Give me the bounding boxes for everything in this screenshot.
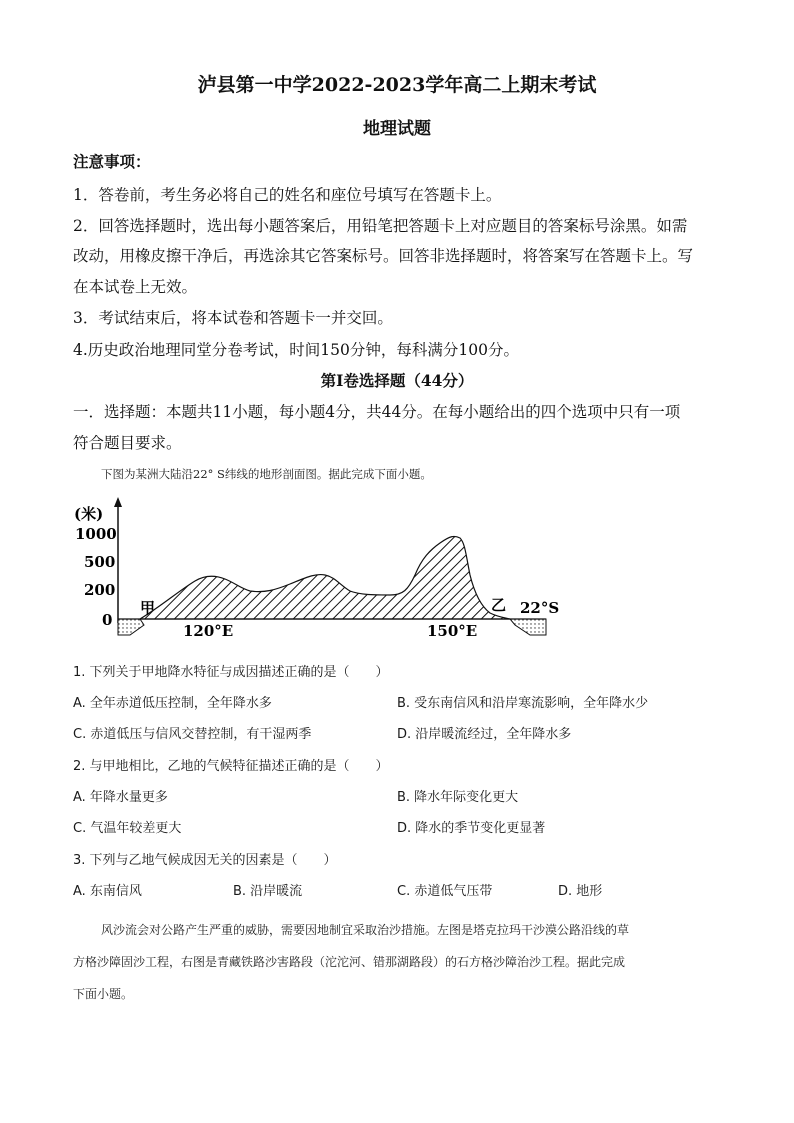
- y-tick-200: 200: [84, 581, 116, 599]
- question-3-option-d: D. 地形: [558, 884, 603, 899]
- question-1-option-b: B. 受东南信风和沿岸寒流影响，全年降水少: [397, 696, 649, 711]
- label-yi: 乙: [491, 596, 507, 614]
- question-2-option-a: A. 年降水量更多: [73, 790, 168, 805]
- question-3-stem: 3. 下列与乙地气候成因无关的因素是（ ）: [73, 853, 337, 868]
- question-2-option-b: B. 降水年际变化更大: [397, 790, 519, 805]
- west-sea: [118, 619, 144, 635]
- question-1-stem: 1. 下列关于甲地降水特征与成因描述正确的是（ ）: [73, 665, 389, 680]
- y-tick-1000: 1000: [75, 525, 117, 543]
- question-3-option-c: C. 赤道低气压带: [397, 884, 493, 899]
- notes-heading: 注意事项：: [73, 152, 151, 171]
- note-line-6: 4.历史政治地理同堂分卷考试，时间150分钟，每科满分100分。: [73, 341, 519, 359]
- figure-intro: 下图为某洲大陆沿22° S纬线的地形剖面图。据此完成下面小题。: [101, 467, 432, 481]
- note-line-5: 3．考试结束后，将本试卷和答题卡一并交回。: [73, 309, 393, 327]
- question-3-option-b: B. 沿岸暖流: [233, 884, 303, 899]
- question-1-option-a: A. 全年赤道低压控制，全年降水多: [73, 696, 272, 711]
- question-2-option-c: C. 气温年较差更大: [73, 821, 182, 836]
- note-line-1: 1．答卷前，考生务必将自己的姓名和座位号填写在答题卡上。: [73, 186, 502, 204]
- section-title: 第I卷选择题（44分）: [320, 371, 474, 390]
- passage-line-3: 下面小题。: [73, 987, 134, 1001]
- label-jia: 甲: [140, 599, 156, 617]
- note-line-3: 改动，用橡皮擦干净后，再选涂其它答案标号。回答非选择题时，将答案写在答题卡上。写: [73, 247, 694, 265]
- note-line-4: 在本试卷上无效。: [73, 278, 198, 296]
- passage-line-2: 方格沙障固沙工程，右图是青藏铁路沙害路段（沱沱河、错那湖路段）的石方格沙障治沙工程。据此完成: [73, 955, 626, 969]
- y-axis-arrow: [114, 497, 122, 507]
- passage-line-1: 风沙流会对公路产生严重的威胁，需要因地制宜采取治沙措施。左图是塔克拉玛干沙漠公路沿线的草: [101, 923, 630, 937]
- east-sea: [510, 619, 546, 635]
- x-tick-120e: 120°E: [183, 622, 234, 640]
- x-tick-150e: 150°E: [427, 622, 478, 640]
- question-2-option-d: D. 降水的季节变化更显著: [397, 821, 546, 836]
- question-2-stem: 2. 与甲地相比，乙地的气候特征描述正确的是（ ）: [73, 759, 389, 774]
- question-1-option-c: C. 赤道低压与信风交替控制，有干湿两季: [73, 727, 312, 742]
- terrain-profile: [140, 536, 510, 619]
- label-22s: 22°S: [520, 599, 560, 617]
- terrain-profile-figure: [70, 495, 560, 650]
- unit-label: (米): [74, 505, 104, 523]
- y-tick-0: 0: [102, 611, 113, 629]
- question-3-option-a: A. 东南信风: [73, 884, 142, 899]
- section-instruction-2: 符合题目要求。: [73, 434, 182, 452]
- note-line-2: 2．回答选择题时，选出每小题答案后，用铅笔把答题卡上对应题目的答案标号涂黑。如需: [73, 217, 688, 235]
- subject-title: 地理试题: [363, 119, 431, 139]
- section-instruction-1: 一．选择题：本题共11小题，每小题4分，共44分。在每小题给出的四个选项中只有一项: [73, 403, 681, 421]
- exam-title: 泸县第一中学2022-2023学年高二上期末考试: [197, 74, 597, 96]
- question-1-option-d: D. 沿岸暖流经过，全年降水多: [397, 727, 572, 742]
- y-tick-500: 500: [84, 553, 116, 571]
